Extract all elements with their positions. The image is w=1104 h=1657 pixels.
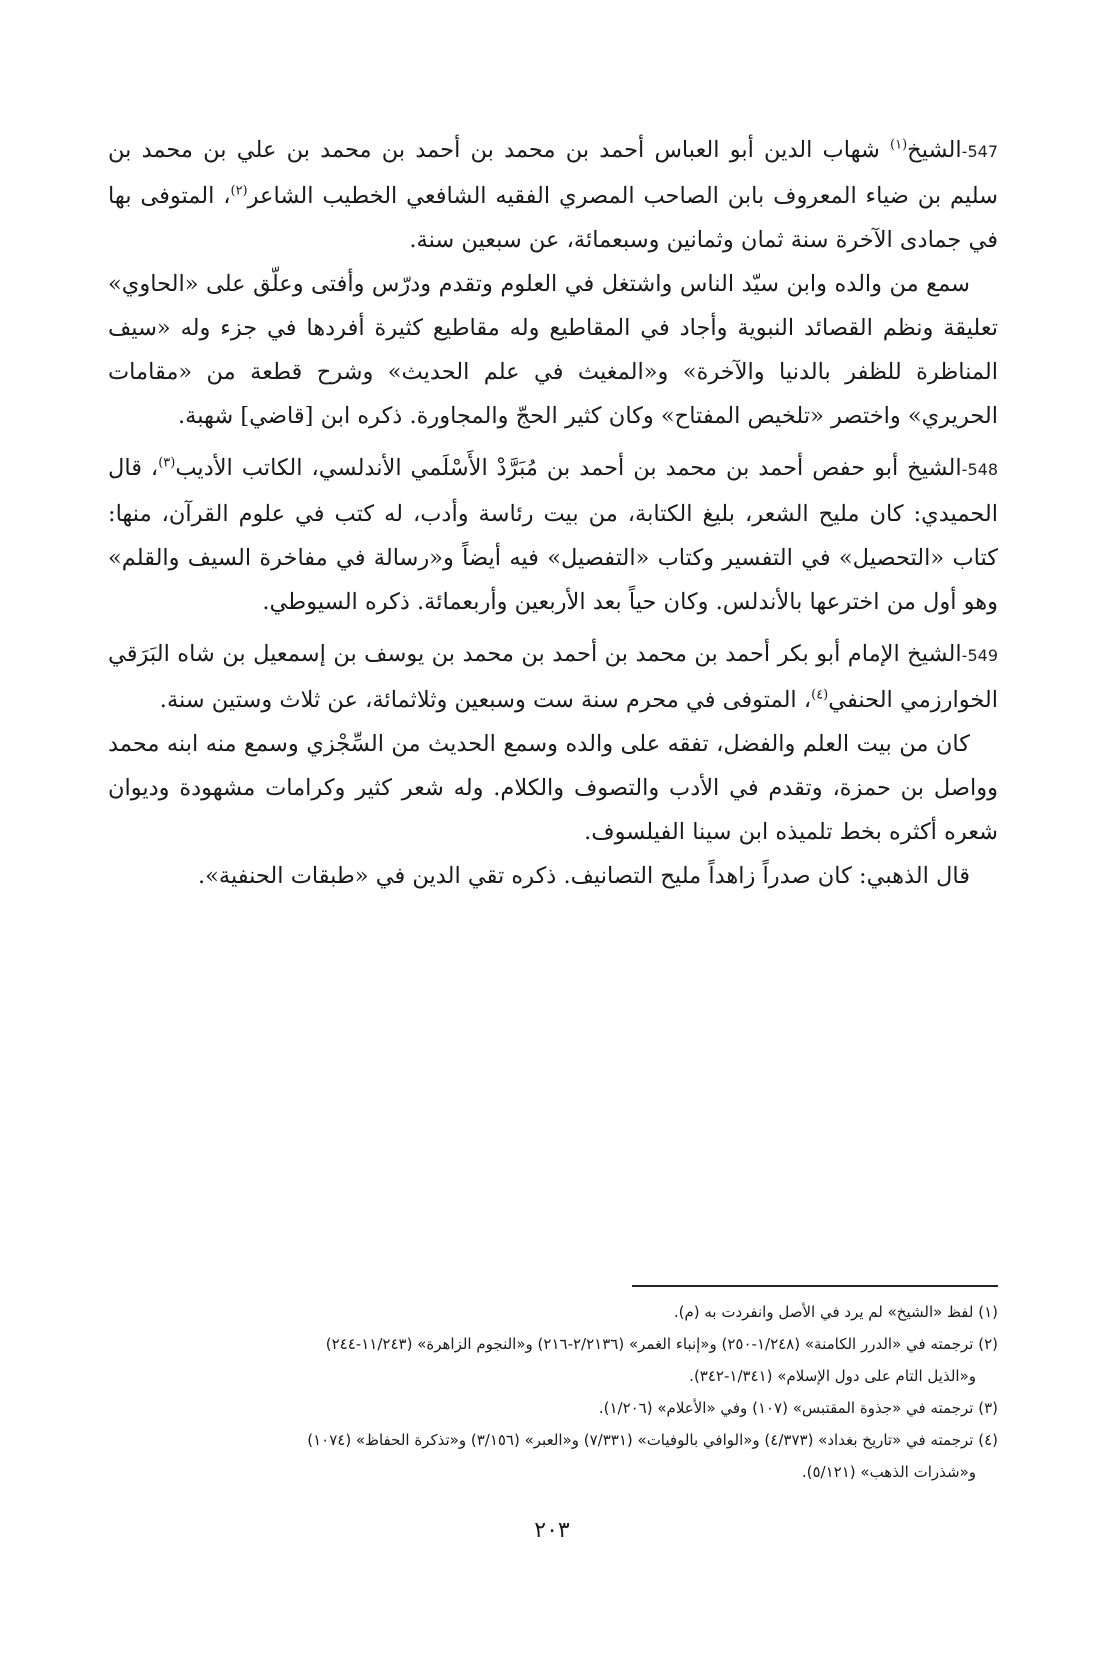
footnote-4: (٤) ترجمته في «تاريخ بغداد» (٤/٣٧٣) و«الوافي بالوفيات» (٧/٣٣١) و«العبر» (٣/١٥٦) و«تذكرة الحفاظ» (١٠٧٤) (307, 1431, 998, 1449)
page-number: ٢٠٣ (534, 1518, 570, 1543)
entry-549-body-2: قال الذهبي: كان صدراً زاهداً مليح التصانيف. ذكره تقي الدين في «طبقات الحنفية». (197, 863, 970, 889)
footnote-divider (632, 1285, 998, 1287)
entry-547-header: 547-الشيخ$^{(١)}$ شهاب الدين أبو العباس أحمد بن محمد بن أحمد بن محمد بن علي بن محمد بن سليم بن ضياء المعروف بابن الصاحب المصري الفقيه الشافعي الخطيب الشاعر$^{(٢)}$، المتوفى بها في جمادى الآخرة سنة ثمان وثمانين وسبعمائة، عن سبعين سنة. (108, 137, 999, 253)
entry-547 (108, 128, 998, 438)
entry-number: 547- (961, 142, 998, 161)
entry-number: 549- (961, 646, 998, 665)
footnotes (108, 1296, 998, 1488)
footnote-ref[interactable]: (٤) (811, 687, 829, 703)
entry-549-body: كان من بيت العلم والفضل، تفقه على والده وسمع الحديث من السِّجْزي وسمع منه ابنه محمد وواصل بن حمزة، وتقدم في الأدب والتصوف والكلام. وله شعر كثير وكرامات مشهودة وديوان شعره أكثره بخط تلميذه ابن سينا الفيلسوف. (108, 731, 998, 845)
footnote-ref[interactable]: (٢) (230, 183, 248, 199)
footnote-ref[interactable]: (٣) (158, 455, 176, 471)
footnote-2: (٢) ترجمته في «الدرر الكامنة» (١/٢٤٨-٢٥٠) و«إنباء الغمر» (٢/٢١٣٦-٢١٦) و«النجوم الزاهرة» (١١/٢٤٣-٢٤٤) (325, 1335, 998, 1353)
entry-548-header: 548-الشيخ أبو حفص أحمد بن محمد بن أحمد بن مُبَرَّدْ الأَسْلَمي الأندلسي، الكاتب الأديب$^{(٣)}$، قال الحميدي: كان مليح الشعر، بليغ الكتابة، من بيت رئاسة وأدب، له كتب في علوم القرآن، منها: كتاب «التحصيل» في التفسير وكتاب «التفصيل» فيه أيضاً و«رسالة في مفاخرة السيف والقلم» وهو أول من اخترعها بالأندلس. وكان حياً بعد الأربعين وأربعمائة. ذكره السيوطي. (108, 455, 998, 615)
footnote-2-cont: و«الذيل التام على دول الإسلام» (١/٣٤١-٣٤٢). (689, 1367, 976, 1385)
entry-548 (108, 446, 998, 624)
entry-549-header: 549-الشيخ الإمام أبو بكر أحمد بن محمد بن أحمد بن محمد بن يوسف بن إسمعيل بن شاه البَرَقي الخوارزمي الحنفي$^{(٤)}$، المتوفى في محرم سنة ست وسبعين وثلاثمائة، عن ثلاث وستين سنة. (108, 641, 998, 713)
entry-549 (108, 632, 998, 898)
entry-number: 548- (961, 460, 998, 479)
main-text (108, 128, 998, 906)
footnote-ref[interactable]: (١) (890, 137, 908, 153)
footnote-3: (٣) ترجمته في «جذوة المقتبس» (١٠٧) وفي «الأعلام» (١/٢٠٦). (598, 1399, 998, 1417)
footnote-4-cont: و«شذرات الذهب» (٥/١٢١). (801, 1463, 976, 1481)
footnote-1: (١) لفظ «الشيخ» لم يرد في الأصل وانفردت به (م). (673, 1303, 998, 1321)
entry-547-body: سمع من والده وابن سيّد الناس واشتغل في العلوم وتقدم ودرّس وأفتى وعلّق على «الحاوي» تعليقة ونظم القصائد النبوية وأجاد في المقاطيع وله مقاطيع كثيرة أفردها في جزء وله «سيف المناظرة للظفر بالدنيا والآخرة» و«المغيث في علم الحديث» وشرح قطعة من «مقامات الحريري» واختصر «تلخيص المفتاح» وكان كثير الحجّ والمجاورة. ذكره ابن [قاضي] شهبة. (108, 271, 998, 429)
